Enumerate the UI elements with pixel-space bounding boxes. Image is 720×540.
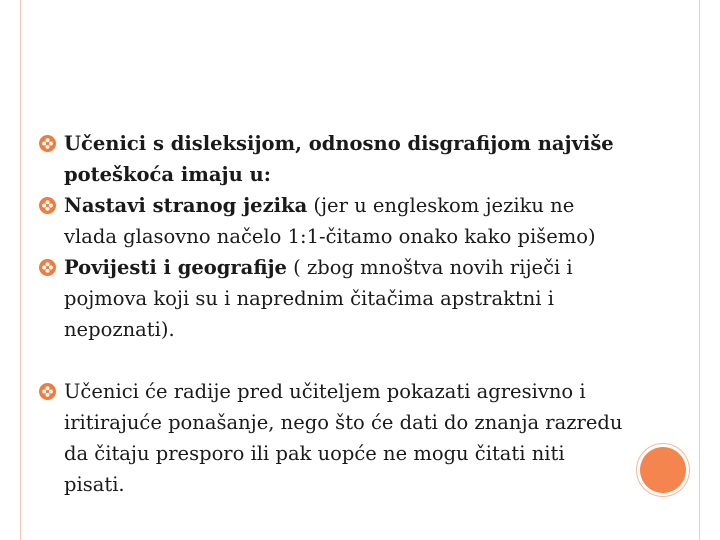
flower-bullet-icon bbox=[39, 259, 56, 276]
bullet-4-text: Učenici će radije pred učiteljem pokazati agresivno i iritirajuće ponašanje, nego što će dati do znanja razredu da čitaju presporo ili pak uopće ne mogu čitati niti pisati. bbox=[64, 380, 623, 496]
bullet-2-text: (jer u engleskom jeziku ne vlada glasovno načelo 1:1-čitamo onako kako pišemo) bbox=[64, 194, 596, 248]
bullet-3-bold-text: Povijesti i geografije bbox=[64, 256, 287, 279]
bullet-item-4 bbox=[36, 376, 626, 500]
bullet-3-text: ( zbog mnoštva novih riječi i pojmova koji su i naprednim čitačima apstraktni i nepoznati). bbox=[64, 256, 573, 341]
flower-bullet-icon bbox=[39, 197, 56, 214]
spacer bbox=[36, 345, 626, 376]
bullet-item-3 bbox=[36, 252, 626, 345]
bullet-item-1 bbox=[36, 128, 626, 190]
flower-bullet-icon bbox=[39, 383, 56, 400]
bullet-list bbox=[36, 128, 626, 500]
bullet-item-2 bbox=[36, 190, 626, 252]
flower-bullet-icon bbox=[39, 135, 56, 152]
bullet-2-bold-text: Nastavi stranog jezika bbox=[64, 194, 308, 217]
bullet-1-bold-text: Učenici s disleksijom, odnosno disgrafijom najviše poteškoća imaju u: bbox=[64, 132, 614, 186]
decorative-circle bbox=[640, 447, 686, 493]
